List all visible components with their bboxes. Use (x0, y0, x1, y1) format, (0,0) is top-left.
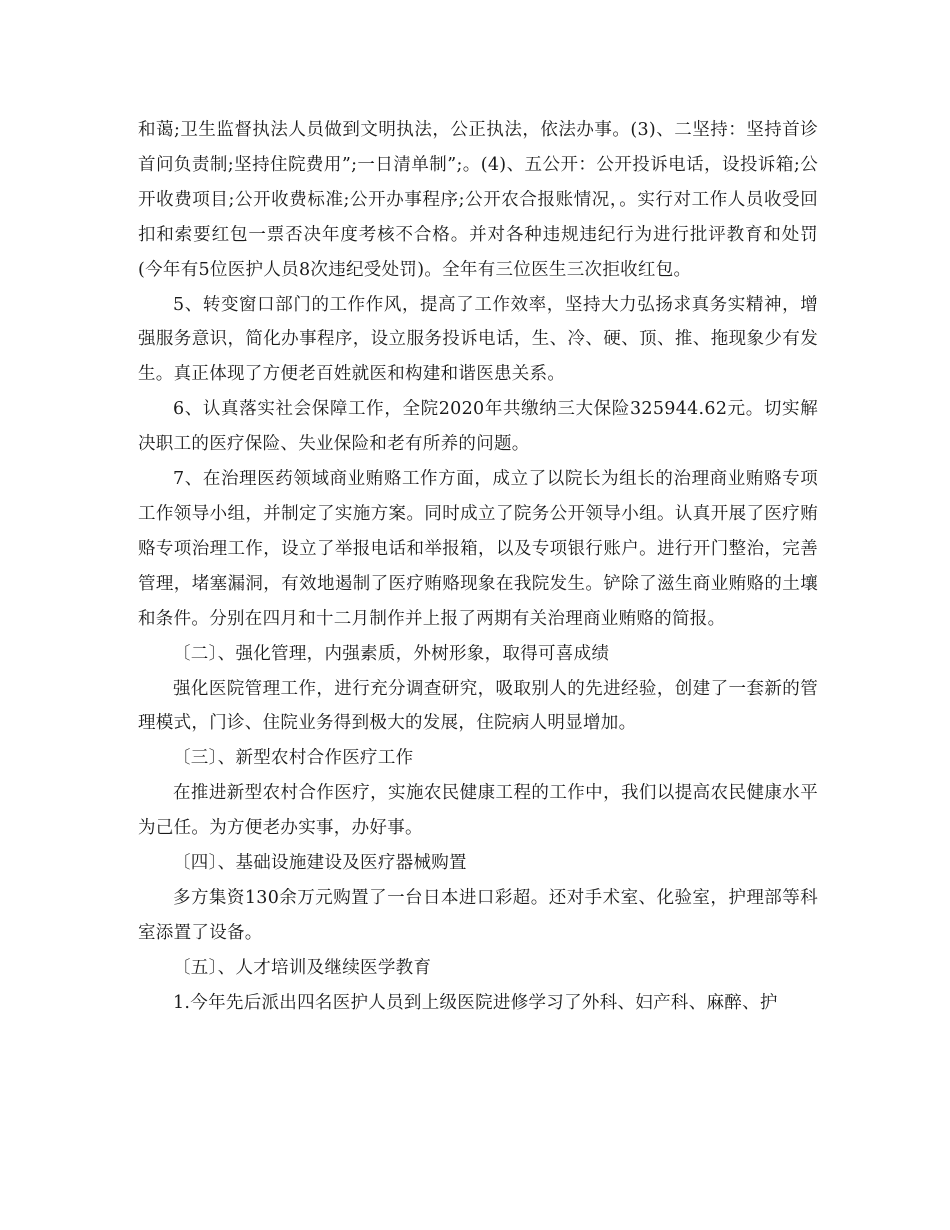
section-heading-3: 〔三〕、新型农村合作医疗工作 (173, 748, 414, 769)
paragraph-3: 6、认真落实社会保障工作，全院2020年共缴纳三大保险325944.62元。切实解决职工的医疗保险、失业保险和老有所养的问题。 (138, 399, 818, 455)
section-heading-4: 〔四〕、基础设施建设及医疗器械购置 (173, 853, 467, 874)
section-heading-5: 〔五〕、人才培训及继续医学教育 (173, 957, 432, 978)
paragraph-1: 和蔼;卫生监督执法人员做到文明执法，公正执法，依法办事。(3)、二坚持：坚持首诊首问负责制;坚持住院费用”;一日清单制”;。(4)、五公开：公开投诉电话，设投诉箱;公开收费项目;公开收费标准;公开办事程序;公开农合报账情况，。实行对工作人员收受回扣和索要红包一票否决年度考核不合格。并对各种违规违纪行为进行批评教育和处罚(今年有5位医护人员8次违纪受处罚)。全年有三位医生三次拒收红包。 (138, 120, 818, 280)
document-body (138, 113, 818, 1021)
paragraph-2: 5、转变窗口部门的工作作风，提高了工作效率，坚持大力弘扬求真务实精神，增强服务意识，简化办事程序，设立服务投诉电话，生、冷、硬、顶、推、拖现象少有发生。真正体现了方便老百姓就医和构建和谐医患关系。 (138, 294, 818, 385)
paragraph-4: 7、在治理医药领域商业贿赂工作方面，成立了以院长为组长的治理商业贿赂专项工作领导小组，并制定了实施方案。同时成立了院务公开领导小组。认真开展了医疗贿赂专项治理工作，设立了举报电话和举报箱，以及专项银行账户。进行开门整治，完善管理，堵塞漏洞，有效地遏制了医疗贿赂现象在我院发生。铲除了滋生商业贿赂的土壤和条件。分别在四月和十二月制作并上报了两期有关治理商业贿赂的简报。 (138, 469, 818, 629)
section-heading-2: 〔二〕、强化管理，内强素质，外树形象，取得可喜成绩 (173, 643, 610, 664)
paragraph-8: 1.今年先后派出四名医护人员到上级医院进修学习了外科、妇产科、麻醉、护 (173, 992, 778, 1013)
paragraph-5: 强化医院管理工作，进行充分调查研究，吸取别人的先进经验，创建了一套新的管理模式，门诊、住院业务得到极大的发展，住院病人明显增加。 (138, 678, 818, 734)
paragraph-7: 多方集资130余万元购置了一台日本进口彩超。还对手术室、化验室，护理部等科室添置了设备。 (138, 887, 818, 943)
paragraph-6: 在推进新型农村合作医疗，实施农民健康工程的工作中，我们以提高农民健康水平为己任。为方便老办实事，办好事。 (138, 783, 818, 839)
